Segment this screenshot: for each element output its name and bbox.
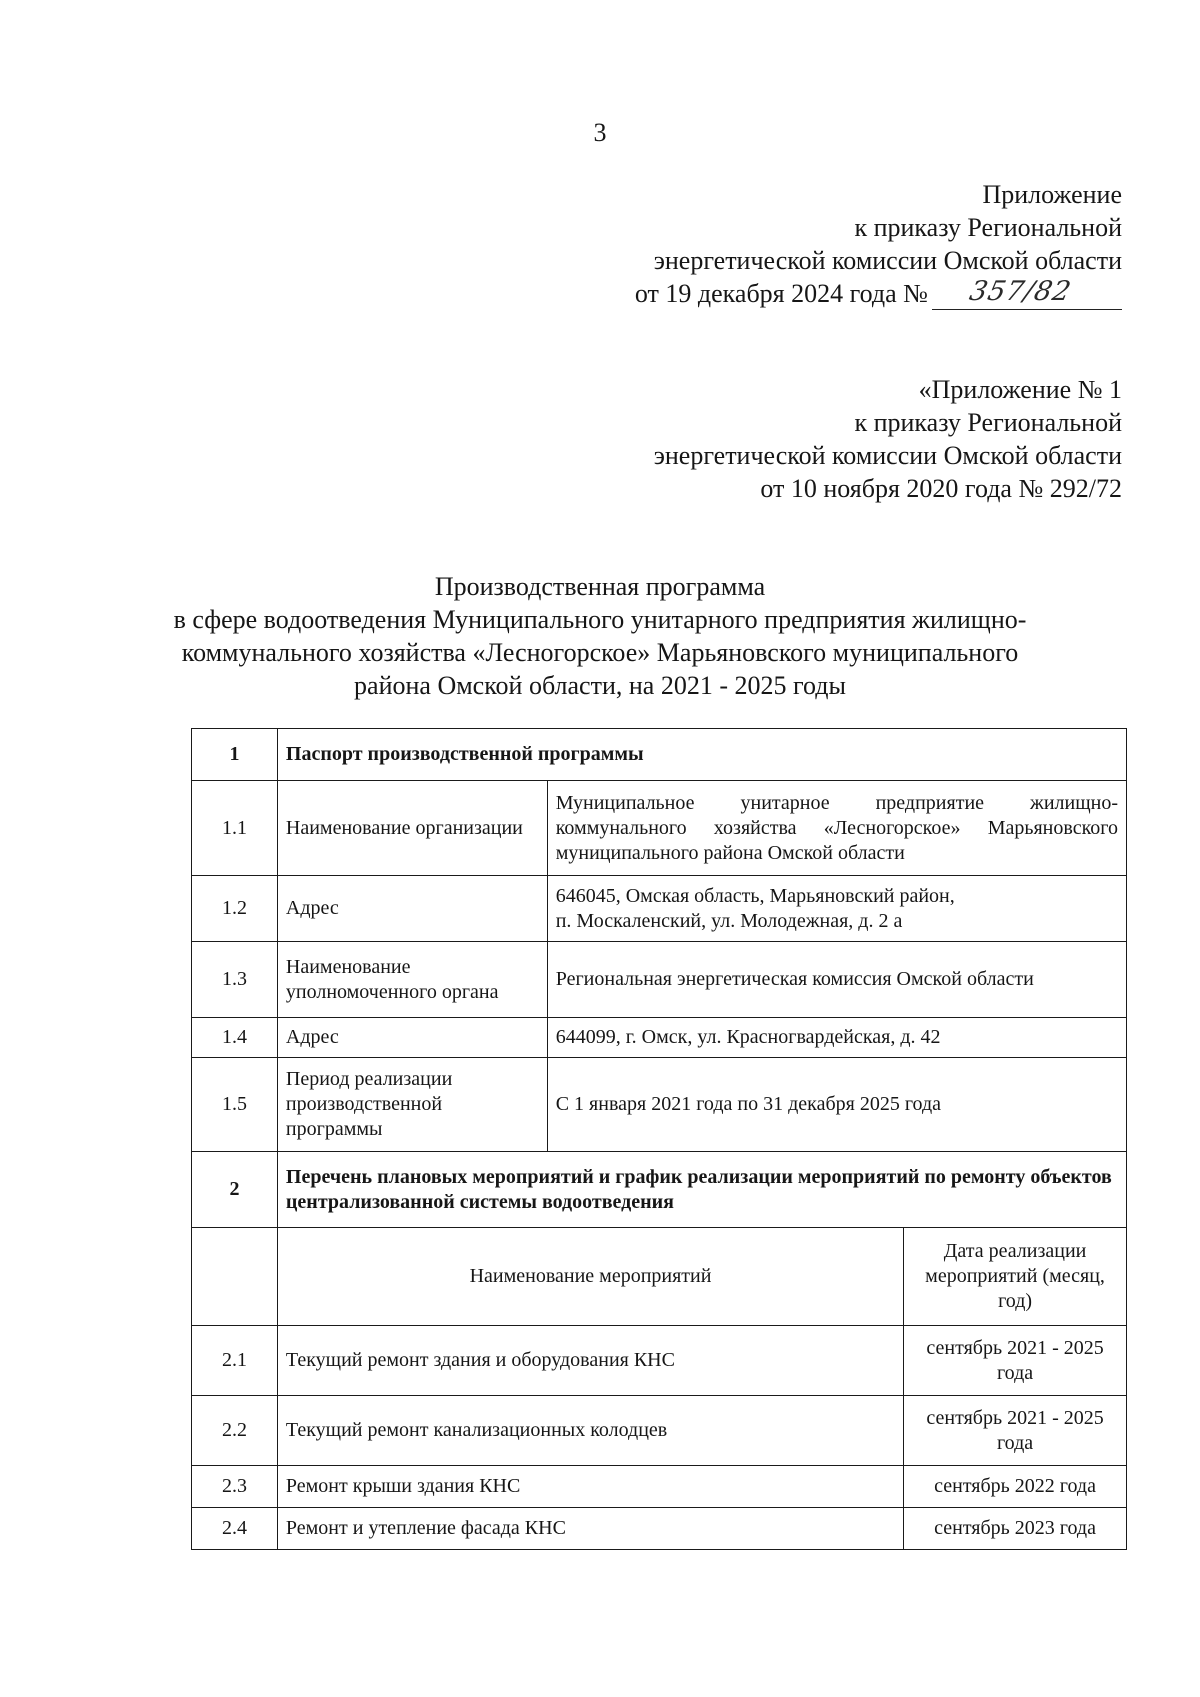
table-row bbox=[192, 1508, 1127, 1550]
row-num: 1.2 bbox=[192, 876, 278, 942]
section2-column-header bbox=[192, 1228, 1127, 1326]
row-num: 2.1 bbox=[192, 1326, 278, 1396]
row-label: Адрес bbox=[277, 876, 547, 942]
appendix-date: от 19 декабря 2024 года № bbox=[634, 279, 928, 308]
table-row bbox=[192, 1326, 1127, 1396]
table-row bbox=[192, 1058, 1127, 1152]
row-num: 1.5 bbox=[192, 1058, 278, 1152]
appendix-old-date: от 10 ноября 2020 года № 292/72 bbox=[760, 474, 1122, 503]
table-row bbox=[192, 942, 1127, 1018]
section1-num: 1 bbox=[192, 729, 278, 781]
row-label: Наименование организации bbox=[277, 781, 547, 876]
row-value bbox=[547, 876, 1126, 942]
header-activity-name: Наименование мероприятий bbox=[277, 1228, 903, 1326]
section2-num: 2 bbox=[192, 1152, 278, 1228]
address-line-2: п. Москаленский, ул. Молодежная, д. 2 а bbox=[555, 909, 903, 932]
row-value: Муниципальное унитарное предприятие жилищно-коммунального хозяйства «Лесногорское» Марьяновского муниципального района Омской области bbox=[547, 781, 1126, 876]
table-row bbox=[192, 1396, 1127, 1466]
row-num: 2.2 bbox=[192, 1396, 278, 1466]
table-row bbox=[192, 1466, 1127, 1508]
row-value: С 1 января 2021 года по 31 декабря 2025 года bbox=[547, 1058, 1126, 1152]
row-num: 1.1 bbox=[192, 781, 278, 876]
activity-date: сентябрь 2021 - 2025 года bbox=[904, 1396, 1127, 1466]
row-num: 1.3 bbox=[192, 942, 278, 1018]
appendix-old-order-ref: к приказу Региональной bbox=[854, 408, 1122, 437]
program-table bbox=[191, 728, 1127, 1550]
row-label: Адрес bbox=[277, 1018, 547, 1058]
activity-date: сентябрь 2023 года bbox=[904, 1508, 1127, 1550]
appendix-date-line bbox=[522, 277, 1122, 310]
order-number-field bbox=[932, 276, 1122, 310]
title-line-2: в сфере водоотведения Муниципального унитарного предприятия жилищно- bbox=[173, 605, 1027, 634]
title-line-1: Производственная программа bbox=[434, 572, 766, 601]
activity-name: Текущий ремонт канализационных колодцев bbox=[277, 1396, 903, 1466]
section1-header-row bbox=[192, 729, 1127, 781]
activity-name: Текущий ремонт здания и оборудования КНС bbox=[277, 1326, 903, 1396]
row-label: Период реализации производственной программы bbox=[277, 1058, 547, 1152]
row-value: Региональная энергетическая комиссия Омской области bbox=[547, 942, 1126, 1018]
appendix-old-title: «Приложение № 1 bbox=[918, 375, 1122, 404]
table-row bbox=[192, 1018, 1127, 1058]
activity-date: сентябрь 2021 - 2025 года bbox=[904, 1326, 1127, 1396]
empty-cell bbox=[192, 1228, 278, 1326]
section1-title: Паспорт производственной программы bbox=[277, 729, 1126, 781]
document-title bbox=[150, 570, 1050, 702]
row-num: 2.3 bbox=[192, 1466, 278, 1508]
appendix-title: Приложение bbox=[982, 180, 1122, 209]
appendix-order-ref: к приказу Региональной bbox=[854, 213, 1122, 242]
page-number: 3 bbox=[593, 118, 607, 147]
appendix-commission: энергетической комиссии Омской области bbox=[653, 246, 1122, 275]
header-activity-date: Дата реализации мероприятий (месяц, год) bbox=[904, 1228, 1127, 1326]
handwritten-order-number: 357/82 bbox=[966, 276, 1075, 307]
address-line-1: 646045, Омская область, Марьяновский район, bbox=[555, 884, 955, 907]
table-row bbox=[192, 876, 1127, 942]
table-row bbox=[192, 781, 1127, 876]
title-line-4: района Омской области, на 2021 - 2025 годы bbox=[354, 671, 846, 700]
row-value: 644099, г. Омск, ул. Красногвардейская, д. 42 bbox=[547, 1018, 1126, 1058]
row-label: Наименование уполномоченного органа bbox=[277, 942, 547, 1018]
title-line-3: коммунального хозяйства «Лесногорское» Марьяновского муниципального bbox=[181, 638, 1019, 667]
appendix-header-new bbox=[522, 178, 1122, 310]
section2-title: Перечень плановых мероприятий и график реализации мероприятий по ремонту объектов централизованной системы водоотведения bbox=[277, 1152, 1126, 1228]
activity-date: сентябрь 2022 года bbox=[904, 1466, 1127, 1508]
activity-name: Ремонт и утепление фасада КНС bbox=[277, 1508, 903, 1550]
row-num: 2.4 bbox=[192, 1508, 278, 1550]
appendix-header-old bbox=[522, 373, 1122, 505]
row-num: 1.4 bbox=[192, 1018, 278, 1058]
activity-name: Ремонт крыши здания КНС bbox=[277, 1466, 903, 1508]
appendix-old-commission: энергетической комиссии Омской области bbox=[653, 441, 1122, 470]
section2-header-row bbox=[192, 1152, 1127, 1228]
